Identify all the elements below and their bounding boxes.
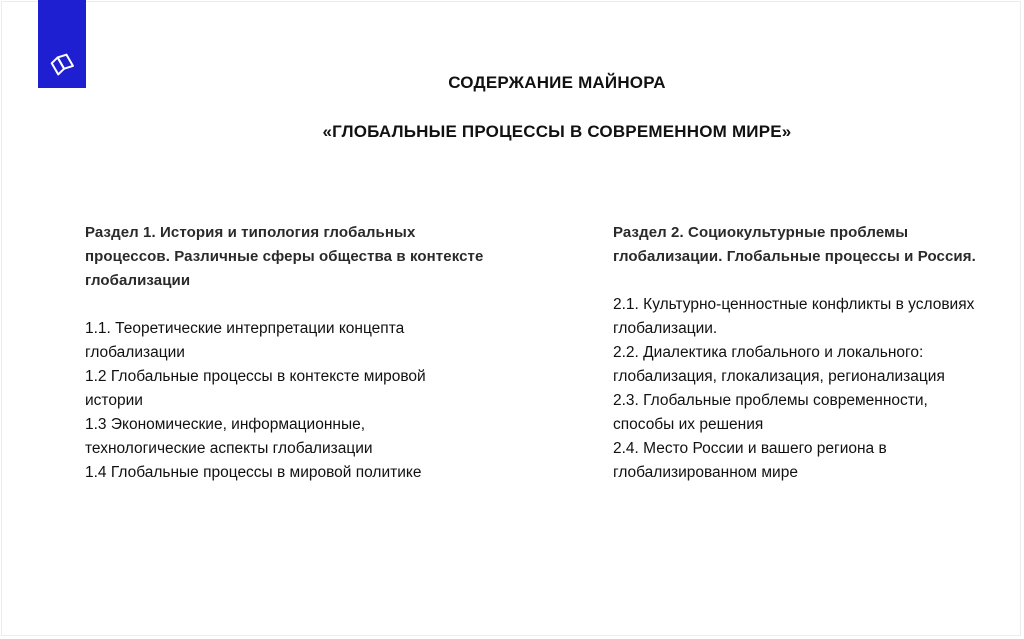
list-item: 2.1. Культурно-ценностные конфликты в условиях глобализации. (613, 296, 975, 337)
section-2 (613, 221, 993, 485)
section-1 (85, 221, 485, 485)
list-item: 2.3. Глобальные проблемы современности, способы их решения (613, 392, 928, 433)
list-item: 1.4 Глобальные процессы в мировой политике (85, 464, 422, 481)
page-title: СОДЕРЖАНИЕ МАЙНОРА (448, 73, 666, 92)
list-item: 1.3 Экономические, информационные, технологические аспекты глобализации (85, 416, 373, 457)
page-subtitle: «ГЛОБАЛЬНЫЕ ПРОЦЕССЫ В СОВРЕМЕННОМ МИРЕ» (322, 122, 792, 141)
list-item: 2.2. Диалектика глобального и локального: глобализация, глокализация, регионализация (613, 344, 945, 385)
list-item: 1.2 Глобальные процессы в контексте мировой истории (85, 368, 426, 409)
section-heading: Раздел 1. История и типология глобальных процессов. Различные сферы общества в контексте глобализации (85, 224, 484, 289)
list-item: 2.4. Место России и вашего региона в глобализированном мире (613, 440, 887, 481)
list-item: 1.1. Теоретические интерпретации концепта глобализации (85, 320, 405, 361)
section-heading: Раздел 2. Социокультурные проблемы глобализации. Глобальные процессы и Россия. (613, 224, 976, 265)
